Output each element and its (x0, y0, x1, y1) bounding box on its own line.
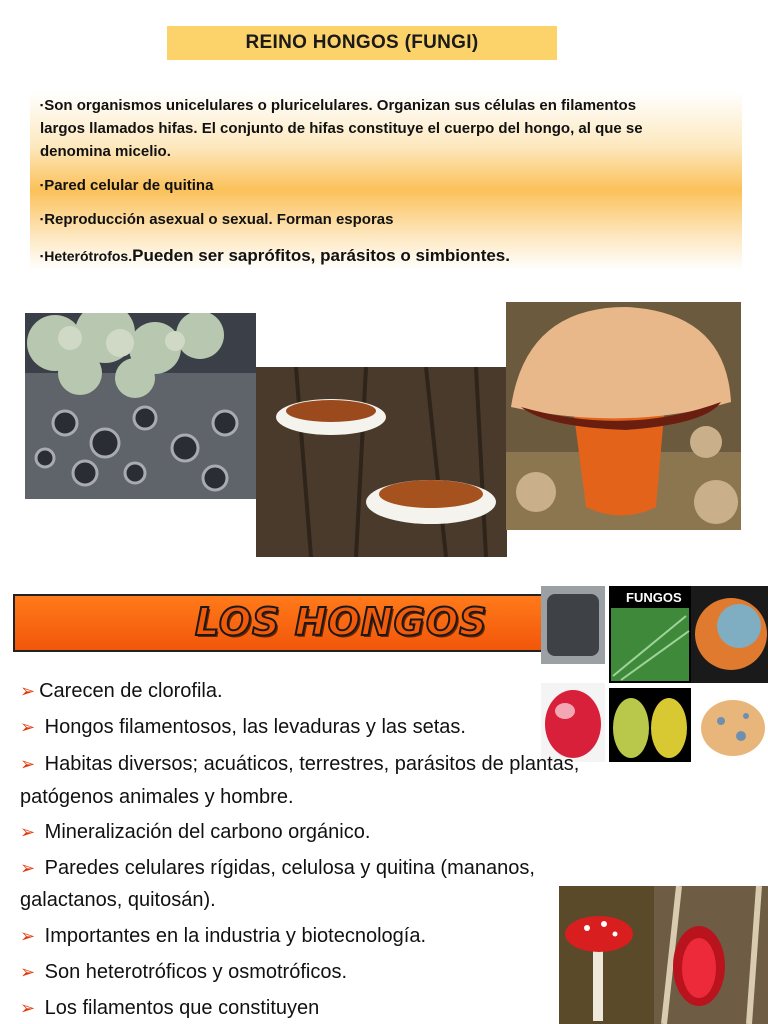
info-box (30, 92, 742, 270)
list-item: ➢ Paredes celulares rígidas, celulosa y quitina (mananos, (20, 857, 535, 879)
info-line: largos llamados hifas. El conjunto de hifas constituye el cuerpo del hongo, al que se (40, 120, 643, 137)
list-item: ➢ Mineralización del carbono orgánico. (20, 821, 371, 843)
list-item: ➢ Los filamentos que constituyen (20, 997, 320, 1019)
list-item: ➢ Importantes en la industria y biotecnología. (20, 925, 426, 947)
banner-title: LOS HONGOS (195, 600, 488, 644)
info-line: ▪Reproducción asexual o sexual. Forman esporas (40, 211, 394, 228)
collage-label: FUNGOS (626, 590, 682, 605)
list-item: ➢ Carecen de clorofila. (20, 680, 223, 702)
amanita-cup-fungus-photo (559, 886, 768, 1024)
list-item: ➢ Son heterotróficos y osmotróficos. (20, 961, 348, 983)
list-item: ➢ Habitas diversos; acuáticos, terrestres, parásitos de plantas, (20, 753, 580, 775)
info-line: denomina micelio. (40, 143, 171, 160)
los-hongos-banner (13, 594, 547, 652)
info-line: ▪Heterótrofos.Pueden ser saprófitos, parásitos o simbiontes. (40, 246, 510, 265)
fungi-collage (541, 586, 768, 762)
list-item: patógenos animales y hombre. (20, 786, 294, 808)
list-item: ➢ Hongos filamentosos, las levaduras y las setas. (20, 716, 466, 738)
page-title: REINO HONGOS (FUNGI) (167, 26, 557, 60)
info-line: ▪Son organismos unicelulares o pluricelulares. Organizan sus células en filamentos (40, 97, 637, 114)
bracket-fungus-photo (256, 367, 507, 557)
lichen-photo (25, 313, 256, 499)
list-item: galactanos, quitosán). (20, 889, 216, 911)
info-line: ▪Pared celular de quitina (40, 177, 214, 194)
bolete-mushroom-photo (506, 302, 741, 530)
